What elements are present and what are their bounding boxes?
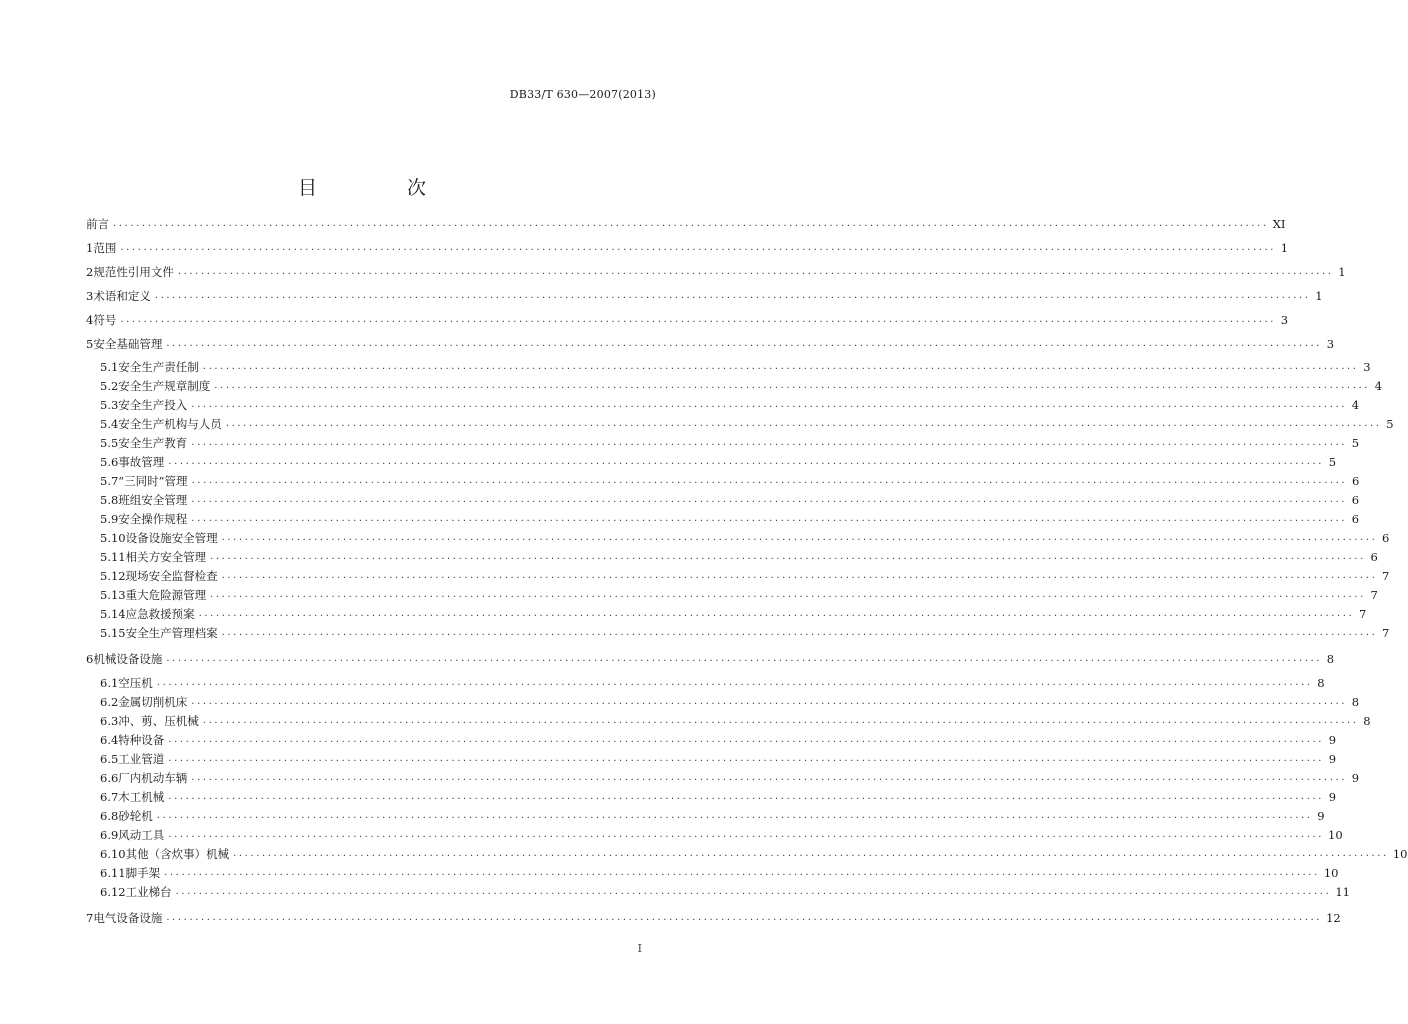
toc-leader-dots: ........................................................................................................................................................................................................ — [120, 314, 1277, 325]
toc-entry-title: 冲、剪、压机械 — [118, 713, 199, 728]
toc-entry[interactable] — [100, 490, 1360, 509]
toc-entry-title: 安全生产管理档案 — [125, 625, 218, 640]
toc-entry[interactable] — [100, 414, 1394, 433]
footer-page-number: I — [637, 942, 642, 955]
toc-entry-number: 5.6 — [100, 454, 119, 469]
toc-entry-page: 9 — [1328, 732, 1337, 747]
toc-entry-title: 砂轮机 — [118, 808, 153, 823]
toc-entry[interactable] — [86, 262, 1346, 281]
toc-entry-page: 9 — [1328, 751, 1337, 766]
toc-entry-title: 空压机 — [118, 675, 153, 690]
toc-leader-dots: ........................................................................................................................................................................................................ — [168, 753, 1325, 764]
toc-entry[interactable] — [100, 749, 1337, 768]
toc-entry-title: 工业管道 — [118, 751, 165, 766]
toc-entry[interactable] — [100, 452, 1337, 471]
toc-entry-title: 现场安全监督检查 — [125, 568, 218, 583]
toc-entry-number: 5.5 — [100, 435, 119, 450]
toc-entry-page: 12 — [1326, 910, 1341, 925]
toc-leader-dots: ........................................................................................................................................................................................................ — [168, 829, 1325, 840]
toc-entry-title: 术语和定义 — [93, 288, 151, 303]
toc-entry-page: 8 — [1351, 694, 1360, 709]
toc-entry-number: 5.2 — [100, 378, 119, 393]
toc-leader-dots: ........................................................................................................................................................................................................ — [221, 570, 1378, 581]
toc-entry-page: 7 — [1382, 568, 1390, 583]
toc-leader-dots: ........................................................................................................................................................................................................ — [168, 456, 1325, 467]
toc-leader-dots: ........................................................................................................................................................................................................ — [225, 418, 1382, 429]
toc-entry-title: 电气设备设施 — [93, 910, 163, 925]
toc-entry-number: 5.9 — [100, 511, 119, 526]
toc-entry-page: 1 — [1280, 240, 1289, 255]
toc-entry[interactable] — [100, 566, 1390, 585]
toc-entry[interactable] — [100, 730, 1337, 749]
toc-entry-number: 6.8 — [100, 808, 119, 823]
toc-entry-title: 其他（含炊事）机械 — [125, 846, 230, 861]
toc-entry-number: 1 — [86, 240, 94, 255]
toc-entry-number: 5.7 — [100, 473, 119, 488]
toc-entry-number: 5.13 — [100, 587, 126, 602]
toc-leader-dots: ........................................................................................................................................................................................................ — [202, 715, 1359, 726]
toc-leader-dots: ........................................................................................................................................................................................................ — [191, 399, 1348, 410]
toc-entry-number: 5.11 — [100, 549, 126, 564]
toc-entry-title: 厂内机动车辆 — [118, 770, 188, 785]
toc-entry[interactable] — [100, 471, 1360, 490]
toc-entry-number: 6.7 — [100, 789, 119, 804]
toc-entry[interactable] — [86, 214, 1286, 233]
toc-leader-dots: ........................................................................................................................................................................................................ — [191, 475, 1348, 486]
toc-entry-page: 4 — [1351, 397, 1360, 412]
toc-entry-title: 特种设备 — [118, 732, 165, 747]
toc-entry[interactable] — [100, 623, 1390, 642]
toc-entry[interactable] — [100, 433, 1360, 452]
toc-entry-title: 设备设施安全管理 — [125, 530, 218, 545]
toc-leader-dots: ........................................................................................................................................................................................................ — [166, 338, 1323, 349]
toc-entry[interactable] — [100, 604, 1367, 623]
toc-leader-dots: ........................................................................................................................................................................................................ — [191, 696, 1348, 707]
standard-code: DB33/T 630—2007(2013) — [509, 88, 656, 101]
toc-leader-dots: ........................................................................................................................................................................................................ — [156, 677, 1313, 688]
toc-entry-page: 6 — [1351, 492, 1360, 507]
toc-entry-number: 6.11 — [100, 865, 126, 880]
toc-leader-dots: ........................................................................................................................................................................................................ — [210, 551, 1366, 562]
toc-leader-dots: ........................................................................................................................................................................................................ — [191, 494, 1348, 505]
toc-leader-dots: ........................................................................................................................................................................................................ — [120, 242, 1277, 253]
toc-entry-page: 1 — [1338, 264, 1346, 279]
toc-entry-title: 安全生产投入 — [118, 397, 188, 412]
toc-entry-page: XI — [1272, 216, 1286, 231]
toc-entry-number: 5.14 — [100, 606, 126, 621]
toc-entry-title: 木工机械 — [118, 789, 165, 804]
toc-entry[interactable] — [100, 882, 1350, 901]
toc-leader-dots: ........................................................................................................................................................................................................ — [191, 437, 1348, 448]
toc-entry-number: 5.8 — [100, 492, 119, 507]
toc-entry-page: 9 — [1351, 770, 1360, 785]
toc-leader-dots: ........................................................................................................................................................................................................ — [168, 791, 1325, 802]
toc-entry-title: “三同时”管理 — [118, 473, 188, 488]
toc-entry-page: 1 — [1315, 288, 1323, 303]
toc-entry[interactable] — [100, 357, 1371, 376]
toc-entry-page: 7 — [1382, 625, 1390, 640]
toc-entry[interactable] — [86, 334, 1335, 353]
toc-entry-page: 6 — [1351, 473, 1360, 488]
toc-entry-title: 安全生产机构与人员 — [118, 416, 222, 431]
toc-leader-dots: ........................................................................................................................................................................................................ — [214, 380, 1371, 391]
toc-leader-dots: ........................................................................................................................................................................................................ — [113, 218, 1269, 229]
toc-leader-dots: ........................................................................................................................................................................................................ — [177, 266, 1334, 277]
toc-entry-number: 5.15 — [100, 625, 126, 640]
toc-entry[interactable] — [100, 673, 1325, 692]
toc-entry-title: 重大危险源管理 — [125, 587, 207, 602]
toc-entry-title: 安全操作规程 — [118, 511, 188, 526]
toc-leader-dots: ........................................................................................................................................................................................................ — [191, 772, 1348, 783]
toc-entry-number: 6.2 — [100, 694, 119, 709]
toc-entry-number: 7 — [86, 910, 94, 925]
toc-entry[interactable] — [86, 649, 1335, 668]
toc-entry-page: 10 — [1328, 827, 1343, 842]
toc-entry-page: 5 — [1351, 435, 1360, 450]
toc-entry-page: 11 — [1335, 884, 1350, 899]
toc-leader-dots: ........................................................................................................................................................................................................ — [191, 513, 1348, 524]
toc-leader-dots: ........................................................................................................................................................................................................ — [166, 653, 1323, 664]
toc-entry-number: 6.10 — [100, 846, 126, 861]
toc-entry-title: 符号 — [93, 312, 117, 327]
toc-entry-page: 3 — [1280, 312, 1289, 327]
toc-entry-number: 5.3 — [100, 397, 119, 412]
toc-entry-number: 6.4 — [100, 732, 119, 747]
toc-entry-number: 2 — [86, 264, 94, 279]
toc-leader-dots: ........................................................................................................................................................................................................ — [202, 361, 1359, 372]
toc-entry-page: 4 — [1374, 378, 1383, 393]
toc-entry-page: 5 — [1328, 454, 1337, 469]
toc-entry-page: 10 — [1323, 865, 1339, 880]
toc-leader-dots: ........................................................................................................................................................................................................ — [168, 734, 1325, 745]
toc-entry-page: 9 — [1317, 808, 1325, 823]
toc-entry-number: 6.1 — [100, 675, 119, 690]
toc-entry-title: 前言 — [86, 216, 109, 231]
toc-entry-number: 4 — [86, 312, 94, 327]
toc-entry[interactable] — [100, 528, 1390, 547]
toc-entry-page: 9 — [1328, 789, 1337, 804]
toc-entry-page: 8 — [1326, 651, 1335, 666]
toc-entry-number: 6.9 — [100, 827, 119, 842]
toc-entry[interactable] — [86, 238, 1289, 257]
toc-entry-number: 5.10 — [100, 530, 126, 545]
toc-entry-title: 规范性引用文件 — [93, 264, 174, 279]
toc-leader-dots: ........................................................................................................................................................................................................ — [164, 867, 1320, 878]
toc-entry-number: 5.12 — [100, 568, 126, 583]
toc-entry-title: 机械设备设施 — [93, 651, 163, 666]
toc-entry-page: 6 — [1370, 549, 1378, 564]
toc-entry-page: 6 — [1382, 530, 1390, 545]
toc-entry-title: 安全生产教育 — [118, 435, 188, 450]
toc-entry-page: 7 — [1370, 587, 1378, 602]
toc-leader-dots: ........................................................................................................................................................................................................ — [175, 886, 1332, 897]
toc-entry-title: 金属切削机床 — [118, 694, 188, 709]
toc-entry-page: 3 — [1363, 359, 1371, 374]
toc-entry[interactable] — [100, 585, 1378, 604]
toc-leader-dots: ........................................................................................................................................................................................................ — [198, 608, 1355, 619]
toc-entry[interactable] — [86, 310, 1289, 329]
toc-entry-page: 10 — [1392, 846, 1408, 861]
toc-entry-page: 6 — [1351, 511, 1360, 526]
toc-leader-dots: ........................................................................................................................................................................................................ — [210, 589, 1366, 600]
toc-entry-number: 5.1 — [100, 359, 119, 374]
toc-entry-title: 风动工具 — [118, 827, 165, 842]
toc-entry-title: 安全生产责任制 — [118, 359, 199, 374]
page-title: 目 次 — [297, 176, 469, 199]
toc-entry[interactable] — [100, 376, 1383, 395]
toc-entry-page: 7 — [1359, 606, 1367, 621]
toc-entry[interactable] — [100, 825, 1343, 844]
toc-entry[interactable] — [100, 395, 1360, 414]
toc-entry-number: 6.12 — [100, 884, 126, 899]
toc-entry-page: 8 — [1317, 675, 1325, 690]
toc-entry[interactable] — [100, 787, 1337, 806]
toc-entry-number: 6 — [86, 651, 94, 666]
toc-entry-number: 6.3 — [100, 713, 119, 728]
toc-leader-dots: ........................................................................................................................................................................................................ — [221, 627, 1378, 638]
toc-entry-title: 班组安全管理 — [118, 492, 188, 507]
toc-leader-dots: ........................................................................................................................................................................................................ — [221, 532, 1378, 543]
toc-entry[interactable] — [100, 806, 1325, 825]
toc-entry[interactable] — [100, 547, 1378, 566]
toc-entry-number: 3 — [86, 288, 94, 303]
toc-entry-number: 6.6 — [100, 770, 119, 785]
toc-entry-title: 工业梯台 — [125, 884, 172, 899]
toc-entry-title: 应急救援预案 — [125, 606, 195, 621]
toc-entry-number: 5 — [86, 336, 94, 351]
toc-leader-dots: ........................................................................................................................................................................................................ — [156, 810, 1313, 821]
toc-leader-dots: ........................................................................................................................................................................................................ — [233, 848, 1389, 859]
toc-entry-title: 脚手架 — [125, 865, 161, 880]
toc-entry[interactable] — [100, 768, 1360, 787]
toc-leader-dots: ........................................................................................................................................................................................................ — [154, 290, 1311, 301]
toc-leader-dots: ........................................................................................................................................................................................................ — [166, 912, 1323, 923]
toc-entry-page: 3 — [1326, 336, 1335, 351]
toc-entry-page: 5 — [1386, 416, 1394, 431]
toc-entry[interactable] — [100, 509, 1360, 528]
toc-entry-title: 事故管理 — [118, 454, 165, 469]
toc-entry-title: 范围 — [93, 240, 117, 255]
toc-entry[interactable] — [100, 711, 1371, 730]
toc-entry-title: 相关方安全管理 — [125, 549, 207, 564]
toc-entry[interactable] — [100, 692, 1360, 711]
toc-entry-title: 安全生产规章制度 — [118, 378, 211, 393]
toc-entry-number: 6.5 — [100, 751, 119, 766]
toc-entry-page: 8 — [1363, 713, 1371, 728]
toc-entry[interactable] — [86, 908, 1341, 927]
toc-entry-number: 5.4 — [100, 416, 119, 431]
toc-entry[interactable] — [100, 863, 1339, 882]
toc-entry-title: 安全基础管理 — [93, 336, 163, 351]
toc-entry[interactable] — [86, 286, 1323, 305]
toc-entry[interactable] — [100, 844, 1408, 863]
